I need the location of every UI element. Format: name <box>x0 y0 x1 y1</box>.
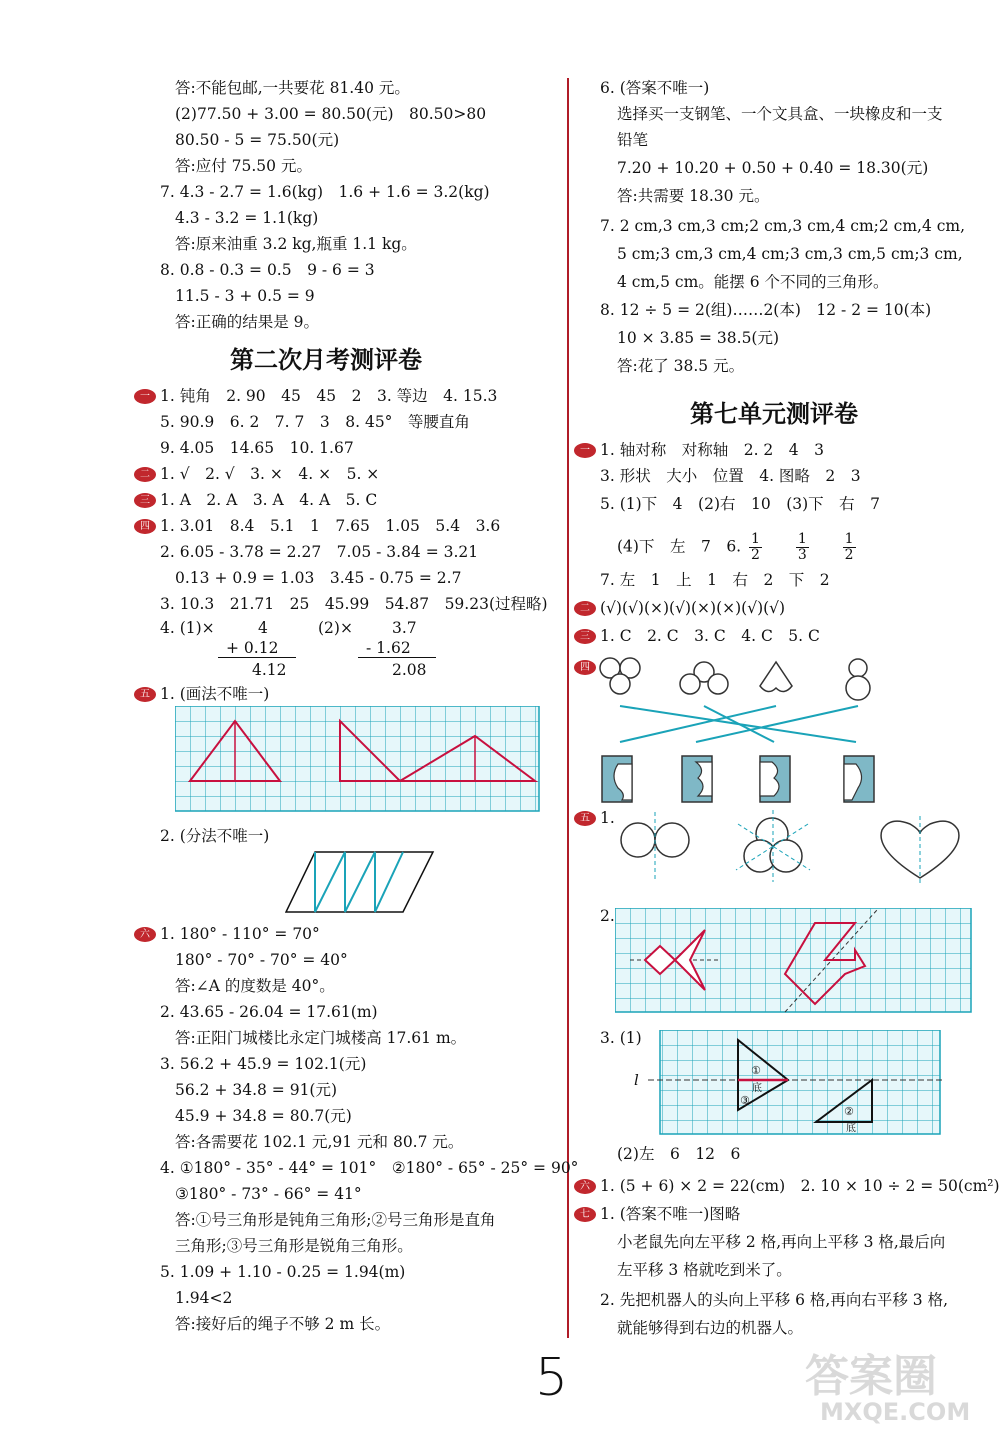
answer-line: 2. 43.65 - 26.04 = 17.61(m) <box>160 1003 378 1021</box>
answer-line: ③180° - 73° - 66° = 41° <box>175 1185 362 1203</box>
triangle-label: ② <box>844 1105 854 1118</box>
answer-line: 1. 钝角 2. 90 45 45 2 3. 等边 4. 15.3 <box>160 387 498 405</box>
section-badge: 六 <box>574 1179 596 1194</box>
triangle-label: ① <box>751 1064 761 1077</box>
section-badge: 三 <box>574 629 596 644</box>
answer-line: 11.5 - 3 + 0.5 = 9 <box>175 287 315 305</box>
fraction: $\frac{1}{2}$ <box>844 531 854 563</box>
answer-line: 3. 10.3 21.71 25 45.99 54.87 59.23(过程略) <box>160 595 548 613</box>
answer-line: 答:原来油重 3.2 kg,瓶重 1.1 kg。 <box>175 235 417 253</box>
section-badge: 二 <box>574 601 596 616</box>
section-badge: 二 <box>134 467 156 482</box>
answer-line: 3. (1) <box>600 1029 642 1047</box>
vertical-digit: + 0.12 <box>226 639 279 657</box>
answer-line: (2)77.50 + 3.00 = 80.50(元) 80.50>80 <box>175 105 487 123</box>
answer-line: 4. ①180° - 35° - 44° = 101° ②180° - 65° - 25° = 90° <box>160 1159 579 1177</box>
answer-line: 3. 56.2 + 45.9 = 102.1(元) <box>160 1055 367 1073</box>
answer-line: (√)(√)(×)(√)(×)(×)(√)(√) <box>600 599 786 617</box>
vertical-label: (2)× <box>318 619 353 637</box>
answer-line: 9. 4.05 14.65 10. 1.67 <box>160 439 354 457</box>
answer-line: 2. <box>600 907 615 925</box>
answer-line: 三角形;③号三角形是锐角三角形。 <box>175 1237 413 1255</box>
vertical-digit: - 1.62 <box>366 639 411 657</box>
watermark-logo: 答案圈 <box>805 1351 937 1402</box>
section-title: 第七单元测评卷 <box>690 400 858 428</box>
answer-line: 4 cm,5 cm。能摆 6 个不同的三角形。 <box>617 273 889 291</box>
vertical-digit: 4.12 <box>252 661 287 679</box>
section-badge: 四 <box>134 519 156 534</box>
answer-line: 就能够得到右边的机器人。 <box>617 1319 804 1337</box>
watermark-url: MXQE.COM <box>820 1398 971 1426</box>
answer-line: 6. (答案不唯一) <box>600 79 710 97</box>
answer-line: 选择买一支钢笔、一个文具盒、一块橡皮和一支 <box>617 105 943 123</box>
answer-line: (2)左 6 12 6 <box>617 1145 741 1163</box>
section-badge: 五 <box>134 687 156 702</box>
answer-text: (4)下 左 7 6. <box>617 537 742 556</box>
answer-line: 80.50 - 5 = 75.50(元) <box>175 131 340 149</box>
vertical-digit: 3.7 <box>392 619 417 637</box>
axis-triangle-figure <box>632 1030 944 1136</box>
vertical-digit: 2.08 <box>392 661 427 679</box>
vertical-rule <box>218 657 296 658</box>
answer-line: 答:花了 38.5 元。 <box>617 357 745 375</box>
answer-line: 180° - 70° - 70° = 40° <box>175 951 348 969</box>
answer-line: 答:正确的结果是 9。 <box>175 313 320 331</box>
answer-line: 45.9 + 34.8 = 80.7(元) <box>175 1107 352 1125</box>
answer-line: 1. C 2. C 3. C 4. C 5. C <box>600 627 820 645</box>
answer-line: 1. 3.01 8.4 5.1 1 7.65 1.05 5.4 3.6 <box>160 517 501 535</box>
answer-line: 5. 1.09 + 1.10 - 0.25 = 1.94(m) <box>160 1263 406 1281</box>
section-title: 第二次月考测评卷 <box>230 346 422 374</box>
section-badge: 七 <box>574 1207 596 1222</box>
answer-line <box>617 532 859 563</box>
column-divider <box>567 78 569 1338</box>
answer-line: 8. 0.8 - 0.3 = 0.5 9 - 6 = 3 <box>160 261 375 279</box>
section-badge: 三 <box>134 493 156 508</box>
answer-line: 10 × 3.85 = 38.5(元) <box>617 329 780 347</box>
page-number: 5 <box>535 1348 569 1408</box>
section-badge: 六 <box>134 927 156 942</box>
fraction: $\frac{1}{2}$ <box>751 531 760 563</box>
vertical-digit: 4 <box>258 619 268 637</box>
translation-grid-figure <box>615 908 973 1014</box>
section-badge: 一 <box>574 443 596 458</box>
answer-line: 答:∠A 的度数是 40°。 <box>175 977 335 995</box>
parallelogram-figure <box>285 850 435 915</box>
section-badge: 四 <box>574 660 596 675</box>
answer-line: 5. (1)下 4 (2)右 10 (3)下 右 7 <box>600 495 881 513</box>
answer-line: 5 cm;3 cm,3 cm,4 cm;3 cm,3 cm,5 cm;3 cm, <box>617 245 963 263</box>
triangle-label: ③ <box>740 1094 750 1107</box>
answer-line: 7. 4.3 - 2.7 = 1.6(kg) 1.6 + 1.6 = 3.2(kg) <box>160 183 490 201</box>
answer-line: 答:接好后的绳子不够 2 m 长。 <box>175 1315 391 1333</box>
answer-line: 7.20 + 10.20 + 0.50 + 0.40 = 18.30(元) <box>617 159 929 177</box>
answer-line: 铅笔 <box>617 131 649 149</box>
answer-line: 2. 6.05 - 3.78 = 2.27 7.05 - 3.84 = 3.21 <box>160 543 479 561</box>
vertical-label: 4. (1)× <box>160 619 215 637</box>
answer-line: 1. 180° - 110° = 70° <box>160 925 320 943</box>
grid-triangles-figure <box>175 706 540 812</box>
answer-line: 56.2 + 34.8 = 91(元) <box>175 1081 338 1099</box>
answer-line: 答:①号三角形是钝角三角形;②号三角形是直角 <box>175 1211 496 1229</box>
answer-line: 7. 左 1 上 1 右 2 下 2 <box>600 571 830 589</box>
answer-line: 1.94<2 <box>175 1289 233 1307</box>
axis-label: l <box>634 1071 639 1089</box>
symmetry-axes-figure <box>620 810 960 890</box>
answer-line: 答:应付 75.50 元。 <box>175 157 312 175</box>
section-badge: 五 <box>574 811 596 826</box>
answer-line: 8. 12 ÷ 5 = 2(组)……2(本) 12 - 2 = 10(本) <box>600 301 932 319</box>
answer-line: 答:共需要 18.30 元。 <box>617 187 770 205</box>
section-badge: 一 <box>134 389 156 404</box>
answer-line: 1. √ 2. √ 3. × 4. × 5. × <box>160 465 380 483</box>
answer-line: 答:不能包邮,一共要花 81.40 元。 <box>175 79 410 97</box>
answer-line: 7. 2 cm,3 cm,3 cm;2 cm,3 cm,4 cm;2 cm,4 cm, <box>600 217 966 235</box>
answer-line: 答:正阳门城楼比永定门城楼高 17.61 m。 <box>175 1029 467 1047</box>
fraction: $\frac{1}{3}$ <box>797 531 807 563</box>
answer-line: 1. (画法不唯一) <box>160 685 270 703</box>
vertical-rule <box>358 657 436 658</box>
answer-line: 1. (5 + 6) × 2 = 22(cm) 2. 10 × 10 ÷ 2 = 50(cm²) <box>600 1177 1000 1195</box>
answer-line: 3. 形状 大小 位置 4. 图略 2 3 <box>600 467 861 485</box>
answer-line: 5. 90.9 6. 2 7. 7 3 8. 45° 等腰直角 <box>160 413 470 431</box>
answer-line: 小老鼠先向左平移 2 格,再向上平移 3 格,最后向 <box>617 1233 946 1251</box>
answer-line: 左平移 3 格就吃到米了。 <box>617 1261 792 1279</box>
answer-line: 2. 先把机器人的头向上平移 6 格,再向右平移 3 格, <box>600 1291 949 1309</box>
answer-line: 1. 轴对称 对称轴 2. 2 4 3 <box>600 441 825 459</box>
triangle-label: 底 <box>846 1123 856 1134</box>
answer-line: 1. (答案不唯一)图略 <box>600 1205 741 1223</box>
answer-line: 2. (分法不唯一) <box>160 827 270 845</box>
triangle-label: 底 <box>752 1083 762 1094</box>
answer-line: 1. <box>600 809 615 827</box>
answer-line: 0.13 + 0.9 = 1.03 3.45 - 0.75 = 2.7 <box>175 569 462 587</box>
answer-line: 1. A 2. A 3. A 4. A 5. C <box>160 491 378 509</box>
answer-line: 4.3 - 3.2 = 1.1(kg) <box>175 209 319 227</box>
answer-line: 答:各需要花 102.1 元,91 元和 80.7 元。 <box>175 1133 464 1151</box>
